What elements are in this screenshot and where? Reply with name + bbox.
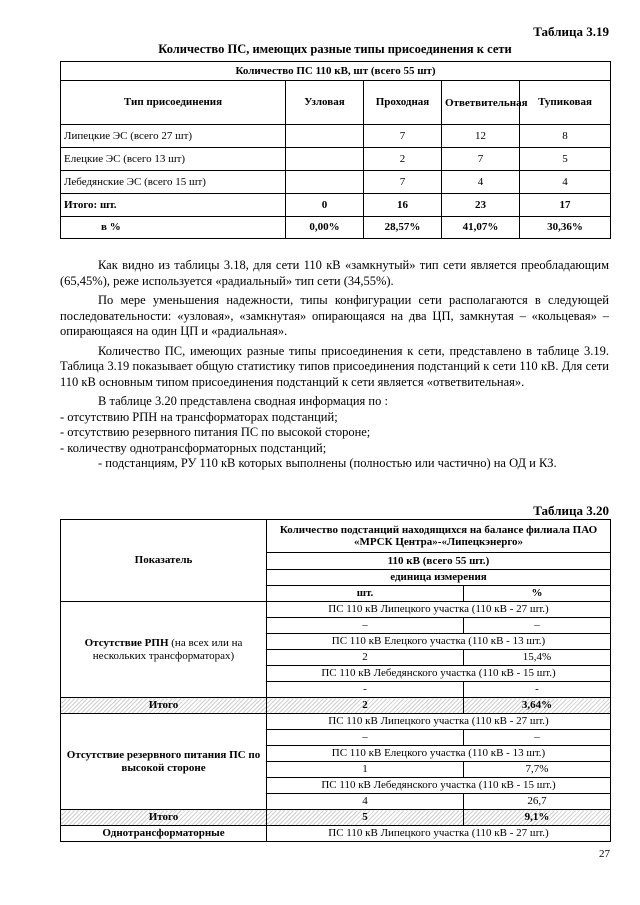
paragraph: В таблице 3.20 представлена сводная информация по : xyxy=(98,394,388,408)
area-row: ПС 110 кВ Лебедянского участка (110 кВ - 15 шт.) xyxy=(267,666,611,682)
indicator-note: (на всех или на нескольких трансформаторах) xyxy=(92,637,243,662)
table-3-20-number: Таблица 3.20 xyxy=(533,503,609,518)
table-cell: 7 xyxy=(442,148,520,171)
table-cell: 2 xyxy=(267,650,464,666)
total-row xyxy=(61,698,611,714)
column-header: Тупиковая xyxy=(520,81,611,125)
column-header: Проходная xyxy=(364,81,442,125)
table-cell xyxy=(286,148,364,171)
area-row: ПС 110 кВ Елецкого участка (110 кВ - 13 шт.) xyxy=(267,746,611,762)
area-row: ПС 110 кВ Липецкого участка (110 кВ - 27 шт.) xyxy=(267,602,611,618)
area-row: ПС 110 кВ Лебедянского участка (110 кВ - 15 шт.) xyxy=(267,778,611,794)
table-cell: 1 xyxy=(267,762,464,778)
bullet-item: - отсутствию резервного питания ПС по высокой стороне; xyxy=(60,425,371,439)
voltage-header: 110 кВ (всего 55 шт.) xyxy=(267,553,611,570)
table-cell: 4 xyxy=(267,794,464,810)
bullet-item: - отсутствию РПН на трансформаторах подстанций; xyxy=(60,409,338,424)
indicator-name: Отсутствие резервного питания ПС по высокой стороне xyxy=(66,749,261,774)
page-number: 27 xyxy=(599,848,610,860)
table-cell: 17 xyxy=(520,194,611,217)
table-cell: 16 xyxy=(364,194,442,217)
indicator-name: Однотрансформаторные xyxy=(61,826,267,842)
table-cell: 41,07% xyxy=(442,217,520,239)
table-cell: 5 xyxy=(520,148,611,171)
row-label: Елецкие ЭС (всего 13 шт) xyxy=(61,148,286,171)
column-header: Ответвительная xyxy=(442,81,520,125)
table-cell: 30,36% xyxy=(520,217,611,239)
indicator-label xyxy=(61,602,267,698)
table-cell: 0,00% xyxy=(286,217,364,239)
table-cell: – xyxy=(267,618,464,634)
unit-header: единица измерения xyxy=(267,570,611,586)
table-cell: 0 xyxy=(286,194,364,217)
indicator-header: Показатель xyxy=(61,520,267,602)
table-cell: 23 xyxy=(442,194,520,217)
total-row xyxy=(61,194,611,217)
percent-label: в % xyxy=(61,217,286,239)
total-label: Итого: шт. xyxy=(61,194,286,217)
table-cell: 7 xyxy=(364,171,442,194)
indicator-label xyxy=(61,714,267,810)
paragraph: Количество ПС, имеющих разные типы присоединения к сети, представлено в таблице 3.19. Таблица 3.19 показывает общую статистику типов присоединения подстанций к сети 110 кВ. Для сети 110 кВ основным типом присоединения подстанций к сети является «ответвительная». xyxy=(60,343,609,389)
bullet-item: - подстанциям, РУ 110 кВ которых выполнены (полностью или частично) на ОД и КЗ. xyxy=(98,456,557,470)
table-cell: 12 xyxy=(442,125,520,148)
row-label: Липецкие ЭС (всего 27 шт) xyxy=(61,125,286,148)
column-header: Узловая xyxy=(286,81,364,125)
table-cell xyxy=(286,171,364,194)
table-row xyxy=(61,148,611,171)
table-cell: - xyxy=(464,682,611,698)
total-row xyxy=(61,810,611,826)
table-cell: 2 xyxy=(364,148,442,171)
balance-header: Количество подстанций находящихся на балансе филиала ПАО «МРСК Центра»-«Липецкэнерго» xyxy=(267,520,611,553)
column-header-percent: % xyxy=(464,586,611,602)
table-cell: 8 xyxy=(520,125,611,148)
table-cell: – xyxy=(464,618,611,634)
table-cell: 26,7 xyxy=(464,794,611,810)
body-text xyxy=(60,258,609,472)
table-3-19-caption: Количество ПС, имеющих разные типы присоединения к сети xyxy=(158,42,512,56)
paragraph: Как видно из таблицы 3.18, для сети 110 кВ «замкнутый» тип сети является преобладающим (65,45%), реже используется «радиальный» тип сети (34,55%). xyxy=(60,258,609,288)
paragraph: По мере уменьшения надежности, типы конфигурации сети располагаются в следующей последовательности: «узловая», «замкнутая» опирающаяся на два ЦП, замкнутая – «кольцевая» – опирающаяся на один ЦП и «радиальная». xyxy=(60,293,609,338)
table-cell: - xyxy=(267,682,464,698)
total-pcs: 2 xyxy=(267,698,464,714)
table-cell: 15,4% xyxy=(464,650,611,666)
table-cell: 4 xyxy=(442,171,520,194)
table-cell xyxy=(286,125,364,148)
table-3-19-super-header: Количество ПС 110 кВ, шт (всего 55 шт) xyxy=(61,62,611,81)
table-row xyxy=(61,171,611,194)
area-row: ПС 110 кВ Липецкого участка (110 кВ - 27 шт.) xyxy=(267,714,611,730)
row-label: Лебедянские ЭС (всего 15 шт) xyxy=(61,171,286,194)
table-cell: 28,57% xyxy=(364,217,442,239)
table-3-19-number: Таблица 3.19 xyxy=(533,24,609,39)
bullet-item: - количеству однотрансформаторных подстанций; xyxy=(60,440,327,455)
table-row xyxy=(61,125,611,148)
column-header: Тип присоединения xyxy=(61,81,286,125)
column-header-pcs: шт. xyxy=(267,586,464,602)
area-row: ПС 110 кВ Елецкого участка (110 кВ - 13 шт.) xyxy=(267,634,611,650)
total-label: Итого xyxy=(61,698,267,714)
total-percent: 9,1% xyxy=(464,810,611,826)
total-percent: 3,64% xyxy=(464,698,611,714)
total-pcs: 5 xyxy=(267,810,464,826)
total-label: Итого xyxy=(61,810,267,826)
indicator-name: Отсутствие РПН xyxy=(84,637,169,650)
table-cell: 7 xyxy=(364,125,442,148)
percent-row xyxy=(61,217,611,239)
table-cell: – xyxy=(464,730,611,746)
table-cell: 4 xyxy=(520,171,611,194)
table-3-19 xyxy=(60,61,611,239)
table-cell: 7,7% xyxy=(464,762,611,778)
area-row: ПС 110 кВ Липецкого участка (110 кВ - 27 шт.) xyxy=(267,826,611,842)
table-3-20 xyxy=(60,519,611,842)
table-cell: – xyxy=(267,730,464,746)
